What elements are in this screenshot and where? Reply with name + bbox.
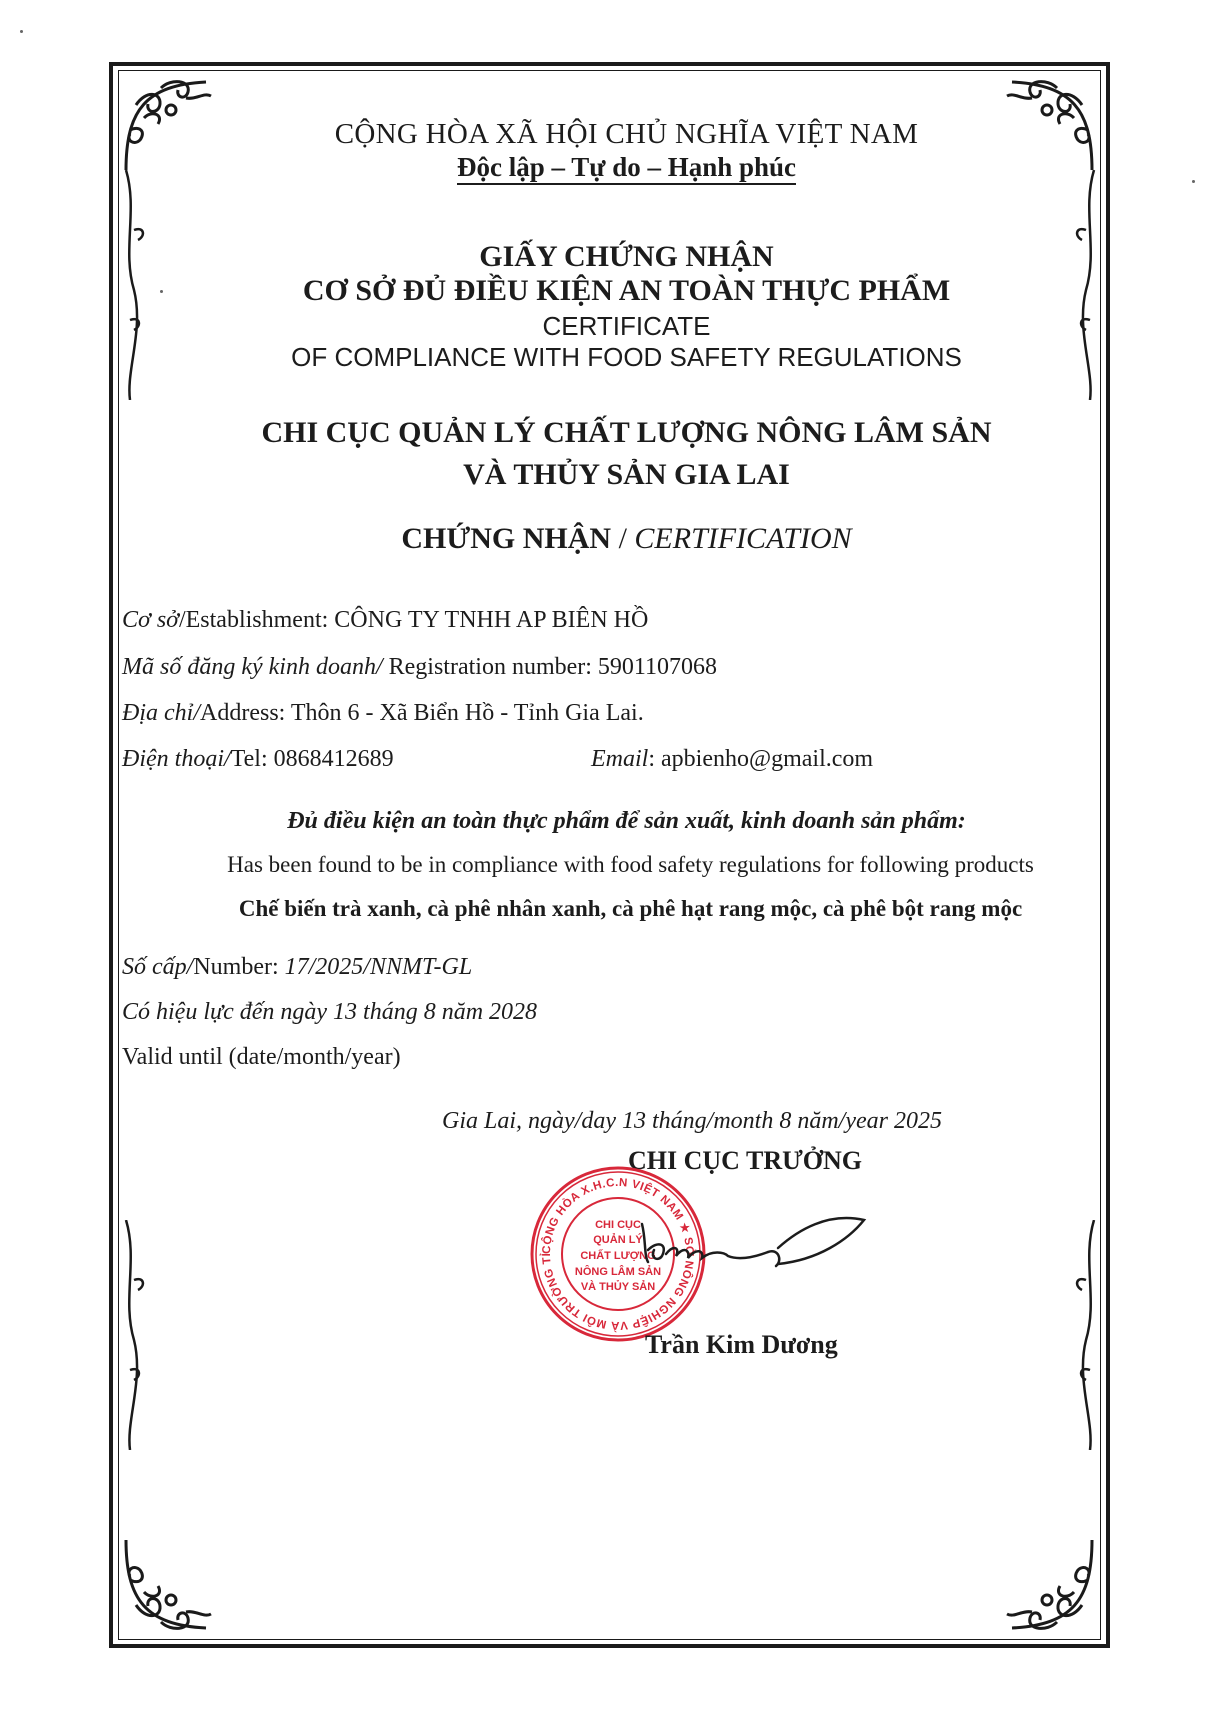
issuing-agency-line1: CHI CỤC QUẢN LÝ CHẤT LƯỢNG NÔNG LÂM SẢN bbox=[261, 416, 992, 449]
certificate-title-en-line1: CERTIFICATE bbox=[542, 311, 711, 341]
stamp-line3: CHẤT LƯỢNG bbox=[580, 1250, 656, 1262]
address-row bbox=[122, 700, 644, 727]
registration-row bbox=[122, 654, 717, 681]
certificate-title-en-line2: OF COMPLIANCE WITH FOOD SAFETY REGULATIONS bbox=[291, 342, 962, 372]
compliance-statement-en: Has been found to be in compliance with food safety regulations for following products bbox=[227, 852, 1034, 877]
registration-label-en: Registration number: bbox=[382, 654, 598, 680]
establishment-label-vi: Cơ sở bbox=[122, 607, 179, 633]
product-list: Chế biến trà xanh, cà phê nhân xanh, cà phê hạt rang mộc, cà phê bột rang mộc bbox=[238, 896, 1023, 921]
corner-ornament-bottom-right bbox=[1002, 1530, 1102, 1640]
signatory-title: CHI CỤC TRƯỞNG bbox=[628, 1146, 863, 1175]
stamp-line5: VÀ THỦY SẢN bbox=[580, 1281, 656, 1293]
address-label-vi: Địa chỉ/ bbox=[122, 700, 200, 726]
scan-speck bbox=[20, 30, 23, 33]
stamp-line2: QUẢN LÝ bbox=[593, 1234, 643, 1246]
address-value: Thôn 6 - Xã Biển Hồ - Tỉnh Gia Lai. bbox=[290, 700, 644, 726]
side-ornament-right-bottom bbox=[1068, 1220, 1102, 1450]
email-value: apbienho@gmail.com bbox=[661, 746, 874, 772]
phone-label-vi: Điện thoại/ bbox=[122, 746, 231, 772]
email-row bbox=[591, 746, 873, 773]
address-label-en: Address: bbox=[200, 700, 291, 726]
establishment-value: CÔNG TY TNHH AP BIÊN HỒ bbox=[334, 607, 649, 633]
certification-heading-vi: CHỨNG NHẬN bbox=[401, 522, 612, 555]
stamp-line1: CHI CỤC bbox=[595, 1219, 641, 1231]
certification-heading-sep: / bbox=[611, 522, 635, 555]
establishment-label-en: /Establishment: bbox=[178, 607, 335, 633]
email-separator: : bbox=[648, 746, 661, 772]
side-ornament-left-bottom bbox=[118, 1220, 152, 1450]
motto-text: Độc lập – Tự do – Hạnh phúc bbox=[457, 152, 796, 185]
phone-value: 0868412689 bbox=[273, 746, 394, 772]
certificate-title-vi-line1: GIẤY CHỨNG NHẬN bbox=[479, 240, 774, 273]
certificate-number-value: 17/2025/NNMT-GL bbox=[284, 954, 473, 980]
establishment-row bbox=[122, 607, 648, 634]
country-name: CỘNG HÒA XÃ HỘI CHỦ NGHĨA VIỆT NAM bbox=[334, 118, 919, 150]
place-and-date: Gia Lai, ngày/day 13 tháng/month 8 năm/year 2025 bbox=[442, 1108, 942, 1134]
validity-vi: Có hiệu lực đến ngày 13 tháng 8 năm 2028 bbox=[122, 999, 538, 1025]
certificate-number-label-vi: Số cấp/ bbox=[122, 954, 194, 980]
certificate-number-row bbox=[122, 954, 472, 981]
email-label: Email bbox=[591, 746, 649, 772]
registration-value: 5901107068 bbox=[597, 654, 718, 680]
registration-label-vi: Mã số đăng ký kinh doanh/ bbox=[122, 654, 383, 680]
stamp-ring-text: CỘNG HÒA X.H.C.N VIỆT NAM ★ SỞ NÔNG NGHIỆP VÀ MÔI TRƯỜNG TỈ bbox=[540, 1176, 696, 1332]
signatory-name: Trần Kim Dương bbox=[645, 1330, 838, 1359]
certificate-number-label-en: Number: bbox=[193, 954, 285, 980]
validity-en: Valid until (date/month/year) bbox=[122, 1044, 401, 1070]
stamp-line4: NÔNG LÂM SẢN bbox=[574, 1266, 662, 1278]
certificate-title-vi-line2: CƠ SỞ ĐỦ ĐIỀU KIỆN AN TOÀN THỰC PHẨM bbox=[302, 274, 951, 307]
phone-label-en: Tel: bbox=[230, 746, 274, 772]
corner-ornament-bottom-left bbox=[116, 1530, 216, 1640]
certification-heading-en: CERTIFICATION bbox=[634, 522, 852, 555]
handwritten-signature bbox=[628, 1200, 868, 1290]
compliance-statement-vi: Đủ điều kiện an toàn thực phẩm để sản xuất, kinh doanh sản phẩm: bbox=[287, 808, 966, 834]
certification-heading bbox=[18, 522, 1217, 556]
phone-row bbox=[122, 746, 394, 773]
national-motto bbox=[18, 152, 1217, 183]
issuing-agency-line2: VÀ THỦY SẢN GIA LAI bbox=[463, 458, 790, 491]
